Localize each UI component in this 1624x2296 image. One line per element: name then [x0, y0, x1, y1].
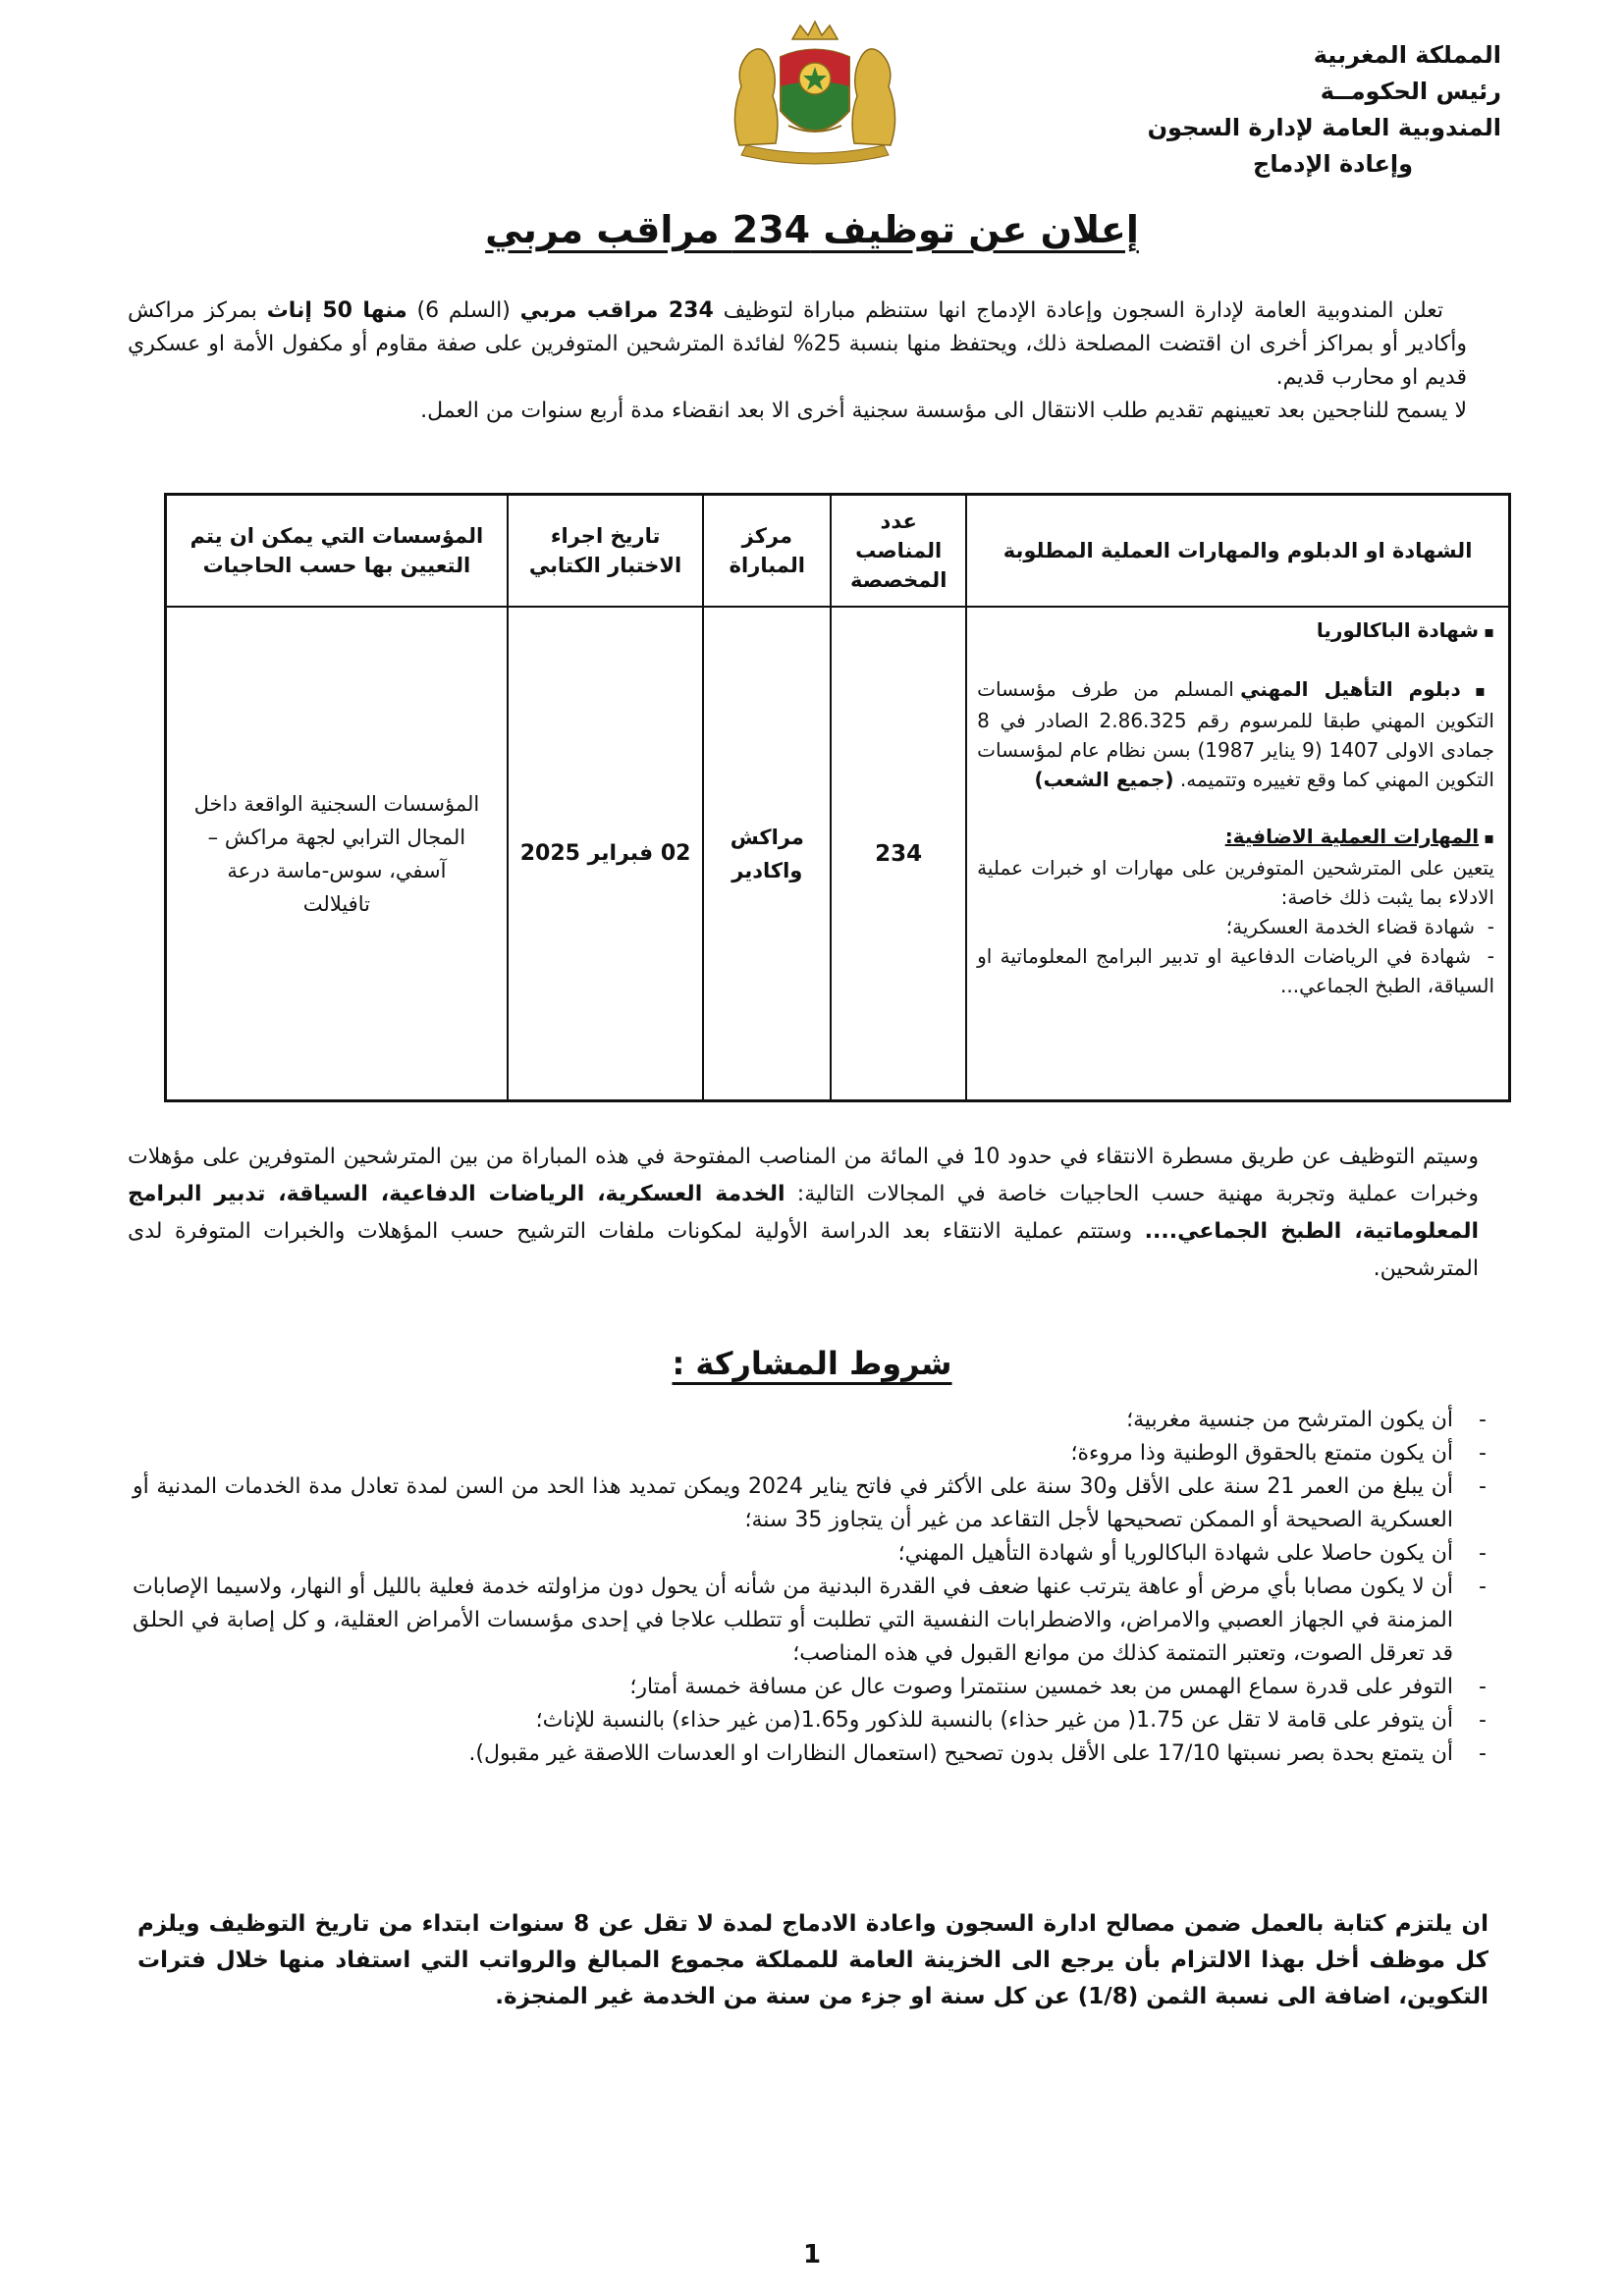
center-cell: مراكش واكادير: [703, 607, 831, 1101]
selection-paragraph: وسيتم التوظيف عن طريق مسطرة الانتقاء في حدود 10 في المائة من المناصب المفتوحة في هذه المباراة من بين المترشحين المتوفرين على مؤهلات وخبرات عملية وتجربة مهنية حسب الحاجيات خاصة في المجالات التالية: الخدمة العسكرية، الرياضات الدفاعية، السياقة، تدبير البرامج المعلوماتية، الطبخ الجماعي.... وستتم عملية الانتقاء بعد الدراسة الأولية لمكونات ملفات الترشيح حسب المؤهلات والخبرات المتوفرة لدى المترشحين.: [128, 1145, 1479, 1281]
list-item: - أن يكون حاصلا على شهادة الباكالوريا أو شهادة التأهيل المهني؛: [133, 1537, 1498, 1571]
date-cell: 02 فبراير 2025: [508, 607, 704, 1101]
skill-military: - شهادة قضاء الخدمة العسكرية؛: [1225, 915, 1494, 938]
skills-item: ▪ المهارات العملية الاضافية:: [977, 822, 1494, 853]
qualifications-cell: [966, 607, 1509, 1101]
service-pledge: ان يلتزم كتابة بالعمل ضمن مصالح ادارة السجون واعادة الادماج لمدة لا تقل عن 8 سنوات ابتداء من تاريخ التوظيف ويلزم كل موظف أخل بهذا الالتزام بأن يرجع الى الخزينة العامة للمملكة مجموع المبالغ والرواتب التي استفاد منها خلال فترات التكوين، اضافة الى نسبة الثمن (1/8) عن كل سنة او جزء من سنة من الخدمة غير المنجزة.: [137, 1911, 1489, 2009]
list-item: - أن يتمتع بحدة بصر نسبتها 17/10 على الأقل بدون تصحيح (استعمال النظارات او العدسات اللاصقة غير مقبول).: [133, 1737, 1498, 1771]
positions-table: [164, 493, 1511, 1102]
transfer-note: لا يسمح للناجحين بعد تعيينهم تقديم طلب الانتقال الى مؤسسة سجنية أخرى الا بعد انقضاء مدة أربع سنوات من العمل.: [420, 399, 1467, 423]
conditions-title: شروط المشاركة :: [672, 1345, 952, 1382]
announcement-title: إعلان عن توظيف 234 مراقب مربي: [485, 208, 1139, 251]
royal-emblem-icon: [722, 18, 908, 165]
intro-block: [128, 294, 1467, 428]
header-line-delegation: المندوبية العامة لإدارة السجون: [1147, 114, 1501, 141]
header-date: تاريخ اجراء الاختبار الكتابي: [508, 495, 704, 608]
positions-count-cell: 234: [831, 607, 966, 1101]
list-item: - التوفر على قدرة سماع الهمس من بعد خمسين سنتمترا وصوت عال عن مسافة خمسة أمتار؛: [133, 1671, 1498, 1704]
header-qualifications: الشهادة او الدبلوم والمهارات العملية المطلوبة: [966, 495, 1509, 608]
table-row: [166, 607, 1510, 1101]
list-item: - أن لا يكون مصابا بأي مرض أو عاهة يترتب عنها ضعف في القدرة البدنية من شأنه أن يحول دون مزاولته خدمة فعلية بالليل أو النهار، ولاسيما الإصابات المزمنة في الجهاز العصبي والامراض، والاضطرابات النفسية التي تطلبت أو تتطلب علاجا في إحدى مؤسسات الأمراض العقلية، و كل إصابة في الحلق قد تعرقل الصوت، وتعتبر التمتمة كذلك من موانع القبول في هذه المناصب؛: [133, 1571, 1498, 1671]
diploma-item: ▪ دبلوم التأهيل المهني المسلم من طرف مؤسسات التكوين المهني طبقا للمرسوم رقم 2.86.325 الصادر في 8 جمادى الاولى 1407 (9 يناير 1987) بسن نظام عام لمؤسسات التكوين المهني كما وقع تغييره وتتميمه. (جميع الشعب): [977, 674, 1494, 794]
page-number: 1: [802, 2240, 822, 2269]
conditions-list: [133, 1404, 1498, 1771]
institutions-cell: المؤسسات السجنية الواقعة داخل المجال الترابي لجهة مراكش – آسفي، سوس-ماسة درعة تافيلالت: [166, 607, 508, 1101]
skill-other: - شهادة في الرياضات الدفاعية او تدبير البرامج المعلوماتية او السياقة، الطبخ الجماعي...: [977, 944, 1495, 997]
bac-item: ▪ شهادة الباكالوريا: [977, 615, 1494, 647]
table-header-row: [166, 495, 1510, 608]
skills-text: يتعين على المترشحين المتوفرين على مهارات او خبرات عملية الادلاء بما يثبت ذلك خاصة:: [977, 856, 1494, 909]
intro-paragraph: تعلن المندوبية العامة لإدارة السجون وإعادة الإدماج انها ستنظم مباراة لتوظيف 234 مراقب مربي (السلم 6) منها 50 إناث بمركز مراكش وأكادير أو بمراكز أخرى ان اقتضت المصلحة ذلك، ويحتفظ منها بنسبة 25% لفائدة المترشحين المتوفرين على صفة مقاوم أو مكفول الأمة او عسكري قديم او محارب قديم.: [128, 298, 1467, 390]
header-line-head-government: رئيس الحكومــة: [1320, 78, 1501, 105]
header-center: مركز المباراة: [703, 495, 831, 608]
list-item: - أن يكون المترشح من جنسية مغربية؛: [133, 1404, 1498, 1437]
header-line-reintegration: وإعادة الإدماج: [1253, 150, 1413, 178]
header-positions: عدد المناصب المخصصة: [831, 495, 966, 608]
list-item: - أن يتوفر على قامة لا تقل عن 1.75( من غير حذاء) بالنسبة للذكور و1.65(من غير حذاء) بالنسبة للإناث؛: [133, 1704, 1498, 1737]
list-item: - أن يبلغ من العمر 21 سنة على الأقل و30 سنة على الأكثر في فاتح يناير 2024 ويمكن تمديد هذا الحد من السن لمدة تعادل مدة الخدمات المدنية أو العسكرية الصحيحة أو الممكن تصحيحها لأجل التقاعد من غير أن يتجاوز 35 سنة؛: [133, 1470, 1498, 1537]
header-institutions: المؤسسات التي يمكن ان يتم التعيين بها حسب الحاجيات: [166, 495, 508, 608]
header-org-block: [1089, 37, 1501, 183]
list-item: - أن يكون متمتع بالحقوق الوطنية وذا مروءة؛: [133, 1437, 1498, 1470]
header-line-kingdom: المملكة المغربية: [1313, 41, 1501, 69]
